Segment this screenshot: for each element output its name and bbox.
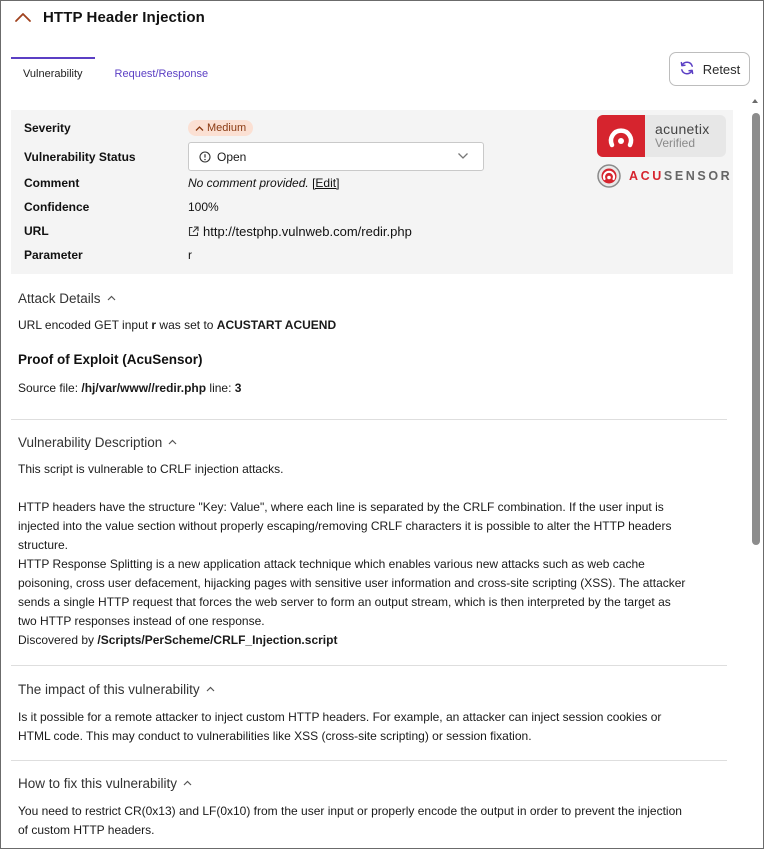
acusensor-logo-icon bbox=[597, 164, 621, 188]
parameter-value: r bbox=[188, 248, 192, 262]
status-dropdown[interactable] bbox=[188, 142, 484, 171]
source-mid: line: bbox=[206, 381, 235, 395]
source-file: /hj/var/www//redir.php bbox=[81, 381, 207, 395]
attack-value: ACUSTART ACUEND bbox=[216, 318, 337, 332]
discovered-script: /Scripts/PerScheme/CRLF_Injection.script bbox=[97, 633, 338, 647]
parameter-label: Parameter bbox=[24, 248, 83, 262]
severity-badge bbox=[188, 120, 253, 136]
description-p2 bbox=[18, 498, 726, 555]
attack-details-section bbox=[18, 289, 726, 398]
attack-details-heading: Attack Details bbox=[18, 290, 101, 306]
description-p1: This script is vulnerable to CRLF injection attacks. bbox=[18, 462, 284, 476]
impact-toggle[interactable] bbox=[18, 680, 726, 698]
impact-text bbox=[18, 708, 726, 746]
acusensor-red-text: ACU bbox=[629, 169, 664, 183]
source-file-text bbox=[18, 379, 726, 398]
acunetix-logo-icon bbox=[597, 115, 645, 157]
content-scroll-area[interactable] bbox=[1, 96, 749, 849]
url-link[interactable] bbox=[188, 224, 412, 239]
attack-line-prefix: URL encoded GET input bbox=[18, 318, 152, 332]
description-p3-line: HTTP Response Splitting is a new application attack technique which enables various new attacks such as web cache bbox=[18, 557, 645, 571]
impact-line: Is it possible for a remote attacker to inject custom HTTP headers. For example, an attacker can inject session cookies or bbox=[18, 710, 662, 724]
comment-row bbox=[24, 173, 339, 193]
attack-details-text bbox=[18, 316, 726, 335]
fix-heading: How to fix this vulnerability bbox=[18, 775, 178, 791]
retest-label: Retest bbox=[702, 61, 741, 77]
status-label: Vulnerability Status bbox=[24, 149, 136, 164]
page-title: HTTP Header Injection bbox=[43, 8, 205, 26]
section-divider bbox=[11, 760, 727, 761]
fix-toggle[interactable] bbox=[18, 774, 726, 792]
chevron-up-icon bbox=[206, 686, 215, 692]
comment-value bbox=[188, 176, 339, 190]
description-p3-line: poisoning, cross user defacement, hijacking pages with sensitive user information and cross-site scripting (XSS). The attacker bbox=[18, 576, 686, 590]
info-circle-icon bbox=[199, 151, 211, 163]
discovered-prefix: Discovered by bbox=[18, 633, 98, 647]
acunetix-name: acunetix bbox=[655, 121, 710, 137]
attack-param: r bbox=[151, 318, 157, 332]
scroll-up-arrow-icon[interactable] bbox=[751, 97, 759, 105]
fix-line: You need to restrict CR(0x13) and LF(0x10) from the user input or properly encode the output in order to prevent the injection bbox=[18, 804, 682, 818]
refresh-icon bbox=[679, 60, 695, 79]
chevron-up-icon bbox=[107, 295, 116, 301]
comment-edit-link[interactable]: [Edit] bbox=[312, 176, 340, 190]
status-row bbox=[24, 142, 484, 171]
severity-value: Medium bbox=[207, 122, 247, 134]
description-heading: Vulnerability Description bbox=[18, 434, 163, 450]
attack-line-mid: was set to bbox=[156, 318, 217, 332]
url-row bbox=[24, 221, 412, 241]
section-divider bbox=[11, 419, 727, 420]
chevron-up-icon bbox=[168, 439, 177, 445]
source-line: 3 bbox=[234, 381, 242, 395]
impact-line: HTML code. This may conduct to vulnerabilities like XSS (cross-site scripting) or session fixation. bbox=[18, 729, 532, 743]
description-section bbox=[18, 433, 726, 650]
confidence-value: 100% bbox=[188, 200, 219, 214]
comment-text: No comment provided. bbox=[188, 176, 309, 190]
fix-text bbox=[18, 802, 726, 840]
url-value: http://testphp.vulnweb.com/redir.php bbox=[203, 223, 412, 239]
severity-row bbox=[24, 118, 253, 138]
tab-vulnerability[interactable]: Vulnerability bbox=[11, 57, 95, 91]
status-value: Open bbox=[217, 149, 247, 164]
description-p3-line: two HTTP responses instead of one response. bbox=[18, 614, 265, 628]
acusensor-logo bbox=[597, 163, 732, 189]
panel-header bbox=[13, 7, 205, 27]
acunetix-verified-logo bbox=[597, 115, 726, 157]
impact-section bbox=[18, 680, 726, 746]
description-p2-line: injected into the value section without properly escaping/removing CRLF characters it is possible to alter the HTTP headers bbox=[18, 519, 672, 533]
external-link-icon bbox=[188, 226, 199, 237]
description-p3 bbox=[18, 555, 726, 631]
chevron-up-icon bbox=[195, 125, 204, 132]
section-divider bbox=[11, 665, 727, 666]
chevron-down-icon bbox=[457, 152, 469, 160]
tab-request-response[interactable]: Request/Response bbox=[114, 68, 209, 80]
acunetix-verified: Verified bbox=[655, 136, 696, 150]
attack-details-toggle[interactable] bbox=[18, 289, 726, 307]
description-toggle[interactable] bbox=[18, 433, 726, 451]
proof-heading: Proof of Exploit (AcuSensor) bbox=[18, 352, 203, 367]
impact-heading: The impact of this vulnerability bbox=[18, 681, 200, 697]
chevron-up-icon bbox=[183, 780, 192, 786]
source-prefix: Source file: bbox=[18, 381, 82, 395]
parameter-row bbox=[24, 245, 192, 265]
chevron-up-icon[interactable] bbox=[13, 7, 33, 27]
retest-button[interactable] bbox=[669, 52, 750, 86]
description-p2-line: structure. bbox=[18, 538, 69, 552]
confidence-row bbox=[24, 197, 219, 217]
severity-label: Severity bbox=[24, 121, 71, 135]
scrollbar-thumb[interactable] bbox=[752, 113, 760, 545]
comment-label: Comment bbox=[24, 176, 80, 190]
description-p2-line: HTTP headers have the structure "Key: Value", where each line is separated by the CRLF combination. If the user input is bbox=[18, 500, 664, 514]
confidence-label: Confidence bbox=[24, 200, 90, 214]
tab-bar bbox=[11, 57, 220, 91]
fix-section bbox=[18, 774, 726, 840]
acusensor-gray-text: SENSOR bbox=[663, 169, 733, 183]
discovered-by bbox=[18, 631, 726, 650]
description-p3-line: sends a single HTTP request that forces the web server to form an output stream, which is then interpreted by the target as bbox=[18, 595, 671, 609]
url-label: URL bbox=[24, 224, 49, 238]
fix-line: of custom HTTP headers. bbox=[18, 823, 155, 837]
